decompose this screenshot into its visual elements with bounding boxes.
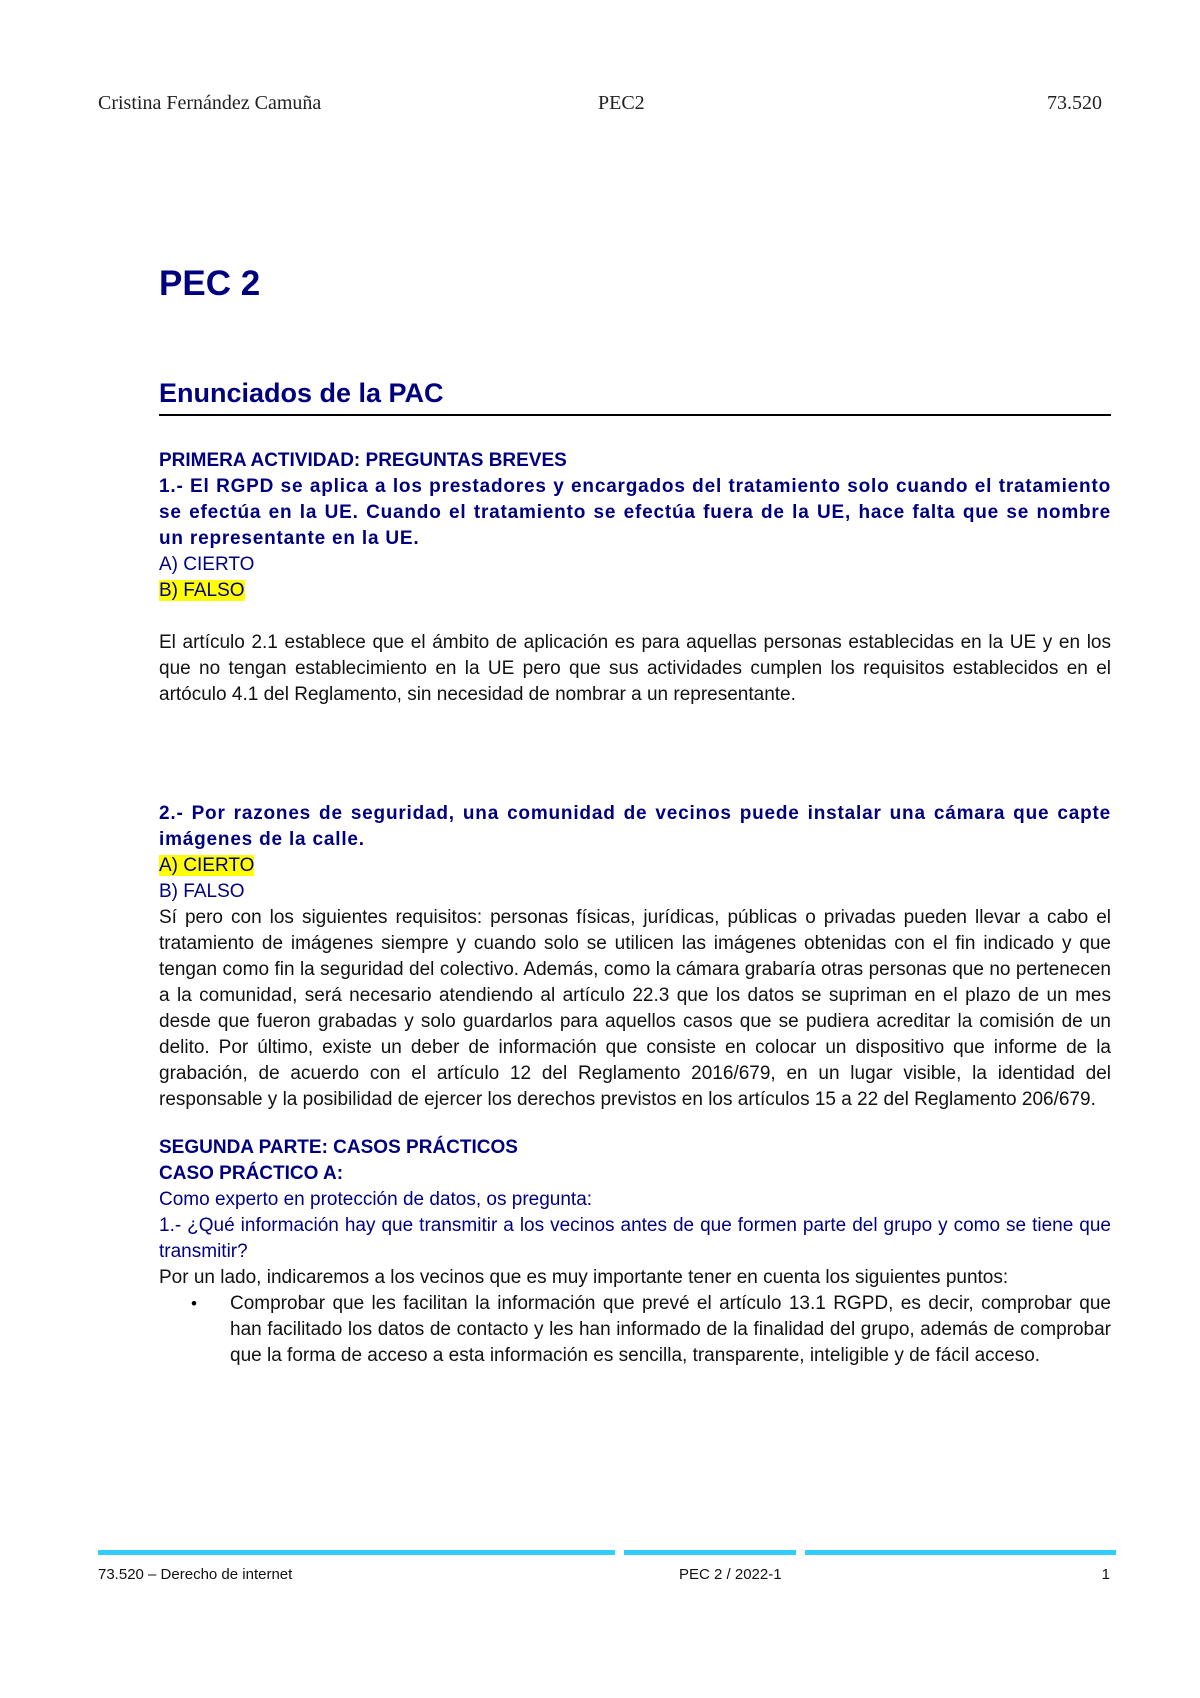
footer-rule: [805, 1550, 1116, 1555]
question-1-option-b: [159, 578, 1111, 604]
activity1-heading: PRIMERA ACTIVIDAD: PREGUNTAS BREVES: [159, 450, 567, 471]
footer-course: 73.520 – Derecho de internet: [98, 1566, 293, 1583]
footer-page-number: 1: [1101, 1566, 1110, 1583]
list-item: [159, 1291, 1111, 1369]
header-author: Cristina Fernández Camuña: [98, 92, 322, 114]
running-header: [98, 92, 1102, 122]
case-intro: Como experto en protección de datos, os pregunta:: [159, 1189, 593, 1210]
question-1-option-a: [159, 552, 1111, 578]
bullet-list: [159, 1291, 1111, 1369]
question-2: 2.- Por razones de seguridad, una comunidad de vecinos puede instalar una cámara que capte imágenes de la calle.: [159, 803, 1111, 850]
bullet-icon: •: [191, 1294, 197, 1313]
answer-1: El artículo 2.1 establece que el ámbito de aplicación es para aquellas personas establecidas en la UE y en los que no tengan establecimiento en la UE pero que sus actividades cumplen los requisitos establecidos en el artóculo 4.1 del Reglamento, sin necesidad de nombrar a un representante.: [159, 632, 1111, 705]
case-question-1: 1.- ¿Qué información hay que transmitir a los vecinos antes de que formen parte del grupo y como se tiene que transmitir?: [159, 1215, 1111, 1262]
header-doc: PEC2: [598, 92, 645, 114]
list-item-text: Comprobar que les facilitan la información que prevé el artículo 13.1 RGPD, es decir, comprobar que han facilitado los datos de contacto y les han informado de la finalidad del grupo, además de comprobar que la forma de acceso a esta información es sencilla, transparente, inteligible y de fácil acceso.: [230, 1293, 1111, 1366]
section-title: Enunciados de la PAC: [159, 374, 1111, 416]
answer-2: Sí pero con los siguientes requisitos: personas físicas, jurídicas, públicas o privadas pueden llevar a cabo el tratamiento de imágenes siempre y cuando solo se utilicen las imágenes obtenidas con el fin indicado y que tengan como fin la seguridad del colectivo. Además, como la cámara grabaría otras personas que no pertenecen a la comunidad, será necesario atendiendo al artículo 22.3 que los datos se supriman en el plazo de un mes desde que fueron grabadas y solo guardarlos para aquellos casos que se pudiera acreditar la comisión de un delito. Por último, existe un deber de información que consiste en colocar un dispositivo que informe de la grabación, de acuerdo con el artículo 12 del Reglamento 2016/679, en un lugar visible, la identidad del responsable y la posibilidad de ejercer los derechos previstos en los artículos 15 a 22 del Reglamento 206/679.: [159, 907, 1111, 1110]
header-code: 73.520: [1047, 92, 1102, 114]
selected-option-label: A) CIERTO: [159, 855, 255, 876]
case-heading: CASO PRÁCTICO A:: [159, 1163, 344, 1184]
page-content: [159, 260, 1111, 1369]
footer-rule: [624, 1550, 796, 1555]
question-1: 1.- El RGPD se aplica a los prestadores y encargados del tratamiento solo cuando el tratamiento se efectúa en la UE. Cuando el tratamiento se efectúa fuera de la UE, hace falta que se nombre un representante en la UE.: [159, 476, 1111, 549]
footer-doc: PEC 2 / 2022-1: [679, 1566, 782, 1583]
running-footer: [98, 1566, 1110, 1588]
part2-heading: SEGUNDA PARTE: CASOS PRÁCTICOS: [159, 1137, 518, 1158]
footer-rule: [98, 1550, 615, 1555]
option-label: A) CIERTO: [159, 554, 255, 575]
selected-option-label: B) FALSO: [159, 580, 245, 601]
option-label: B) FALSO: [159, 881, 245, 902]
question-2-option-b: [159, 879, 1111, 905]
question-2-option-a: [159, 853, 1111, 879]
case-answer-intro: Por un lado, indicaremos a los vecinos que es muy importante tener en cuenta los siguientes puntos:: [159, 1267, 1009, 1288]
page-title: PEC 2: [159, 264, 261, 303]
